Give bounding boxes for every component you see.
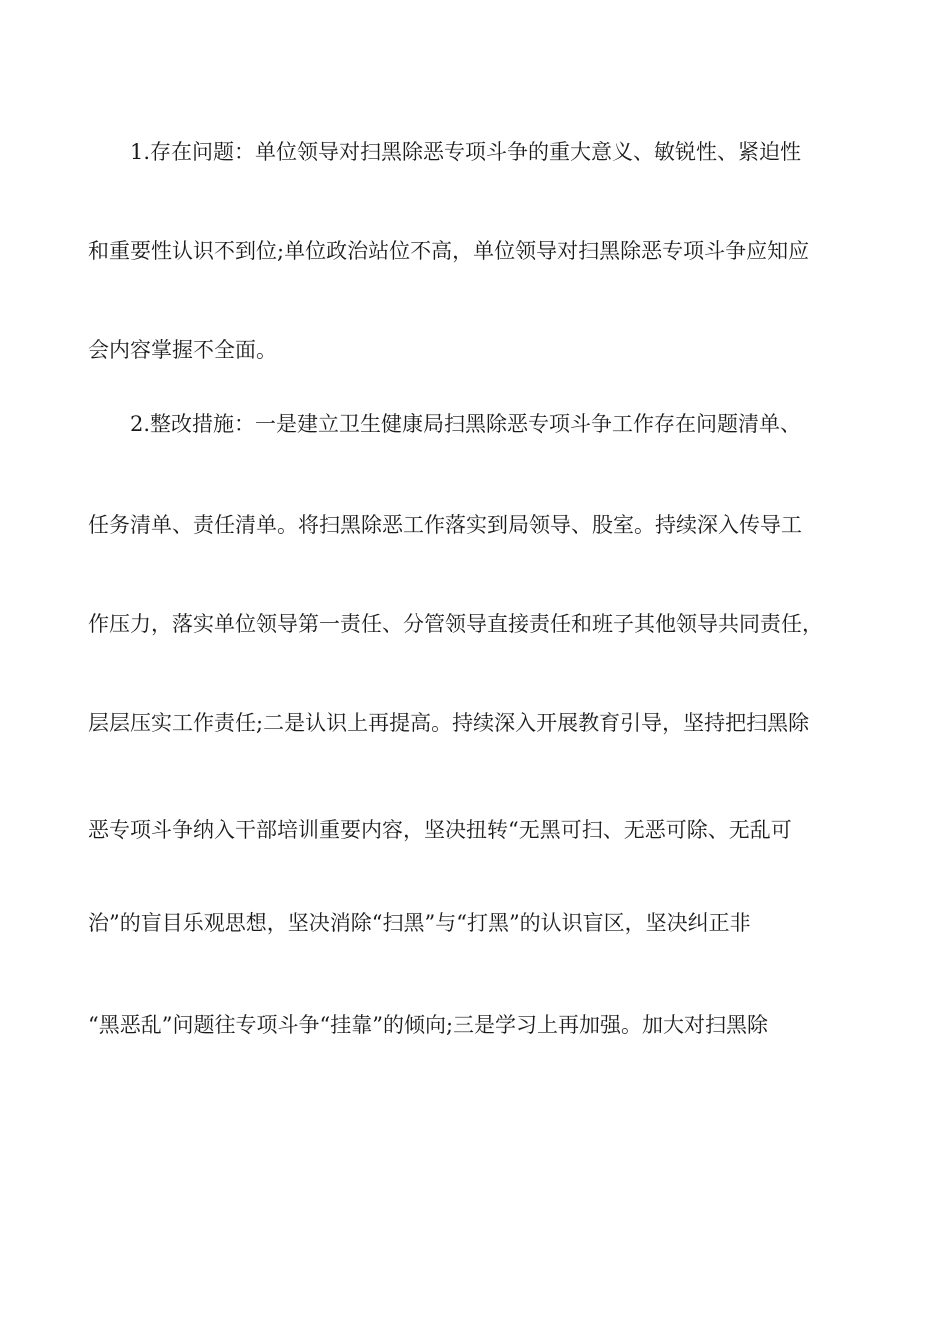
paragraph-1-line-1: 1.存在问题：单位领导对扫黑除恶专项斗争的重大意义、敏锐性、紧迫性 <box>130 140 802 164</box>
paragraph-2-line-1: 2.整改措施：一是建立卫生健康局扫黑除恶专项斗争工作存在问题清单、 <box>130 412 802 436</box>
paragraph-2-line-2: 任务清单、责任清单。将扫黑除恶工作落实到局领导、股室。持续深入传导工 <box>88 513 802 537</box>
paragraph-2-line-5: 恶专项斗争纳入干部培训重要内容，坚决扭转“无黑可扫、无恶可除、无乱可 <box>88 818 792 842</box>
paragraph-1-line-3: 会内容掌握不全面。 <box>88 338 277 362</box>
paragraph-2-line-3: 作压力，落实单位领导第一责任、分管领导直接责任和班子其他领导共同责任， <box>88 612 823 636</box>
paragraph-2-line-4: 层层压实工作责任;二是认识上再提高。持续深入开展教育引导，坚持把扫黑除 <box>88 711 810 735</box>
paragraph-2-line-7: “黑恶乱”问题往专项斗争“挂靠”的倾向;三是学习上再加强。加大对扫黑除 <box>88 1013 769 1037</box>
paragraph-2-line-6: 治”的盲目乐观思想，坚决消除“扫黑”与“打黑”的认识盲区，坚决纠正非 <box>88 911 751 935</box>
paragraph-1-line-2: 和重要性认识不到位;单位政治站位不高，单位领导对扫黑除恶专项斗争应知应 <box>88 239 810 263</box>
